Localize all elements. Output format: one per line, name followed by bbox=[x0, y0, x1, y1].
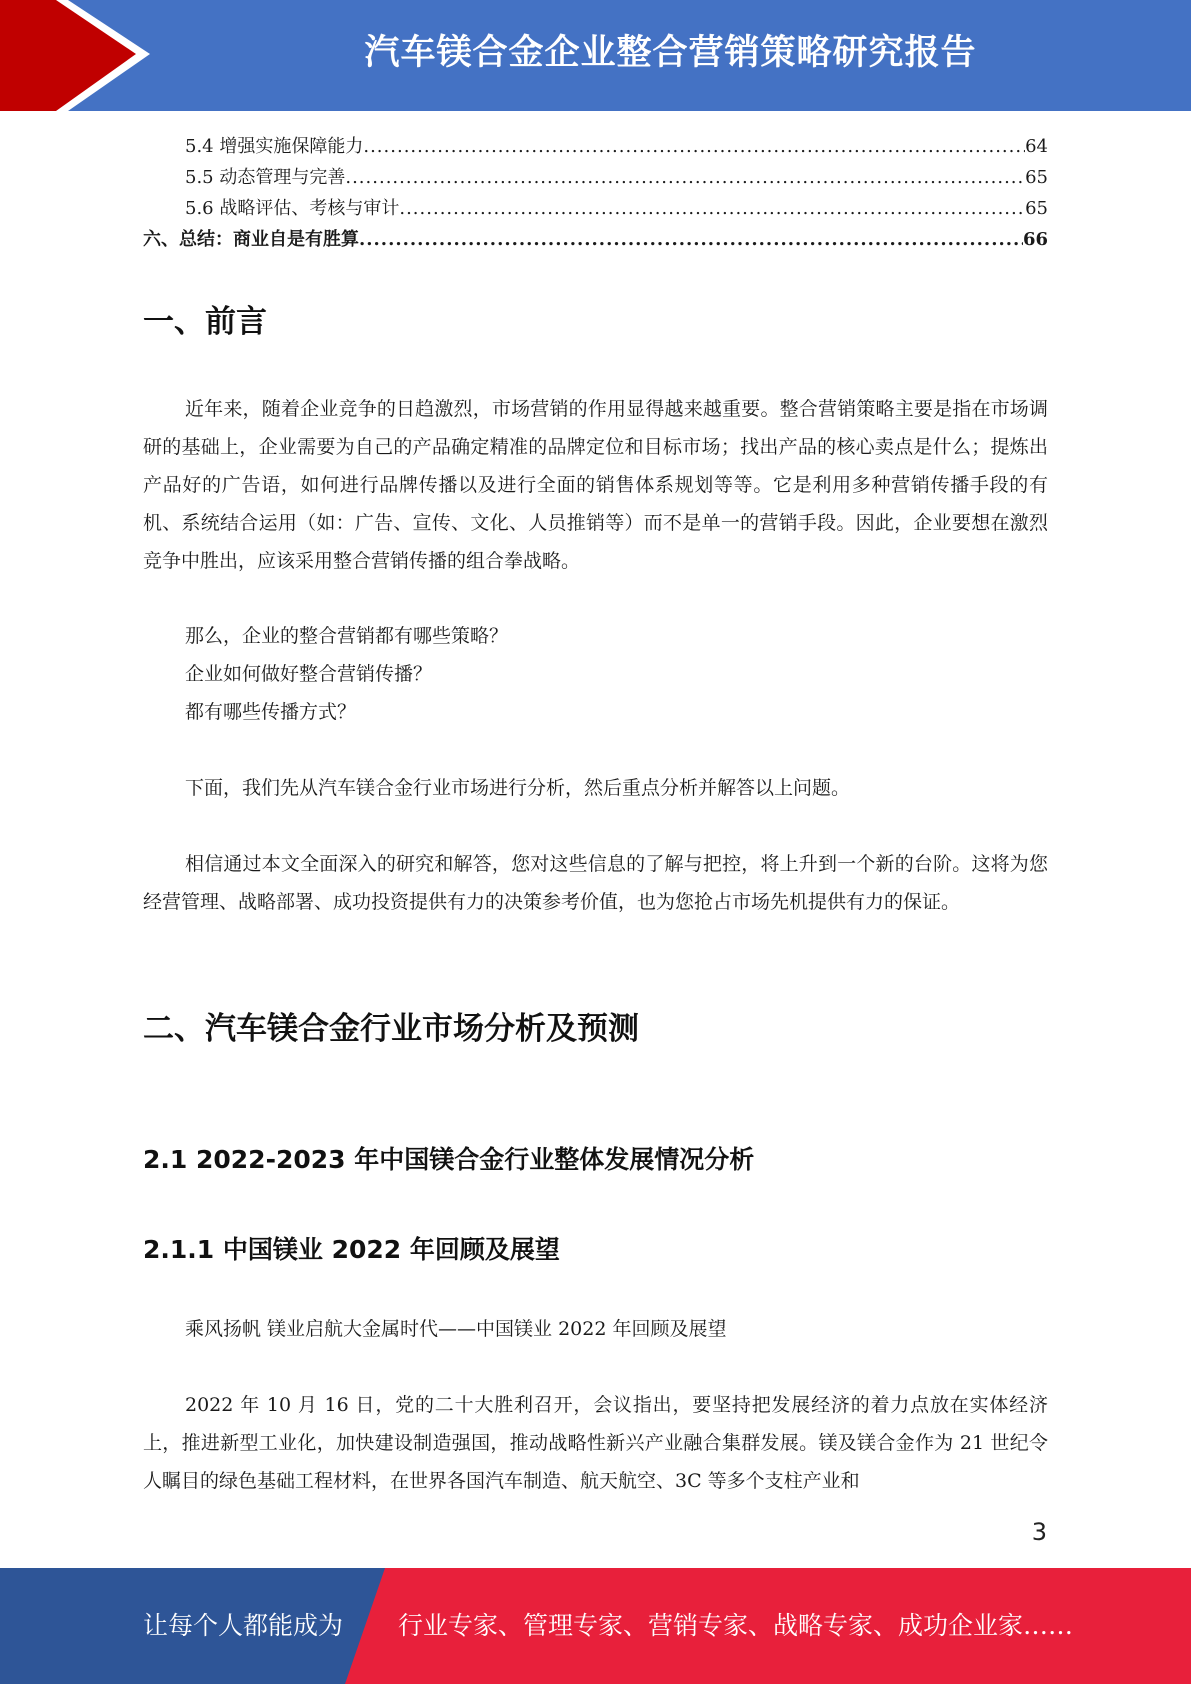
toc-entry-page: 66 bbox=[1022, 229, 1048, 250]
page-header bbox=[0, 0, 1191, 111]
question-3: 都有哪些传播方式？ bbox=[185, 701, 357, 723]
subsection-heading-2-1-1: 2.1.1 中国镁业 2022 年回顾及展望 bbox=[143, 1235, 560, 1264]
section-heading-market-analysis: 二、汽车镁合金行业市场分析及预测 bbox=[143, 1011, 639, 1047]
toc-entry-label: 六、总结：商业自是有胜算 bbox=[143, 229, 359, 250]
toc-entry[interactable] bbox=[143, 193, 1048, 224]
question-2: 企业如何做好整合营销传播？ bbox=[185, 663, 433, 685]
toc-entry-page: 64 bbox=[1025, 136, 1048, 157]
toc-entry[interactable] bbox=[143, 162, 1048, 193]
subsection-heading-2-1: 2.1 2022-2023 年中国镁合金行业整体发展情况分析 bbox=[143, 1145, 755, 1174]
header-title: 汽车镁合金企业整合营销策略研究报告 bbox=[364, 33, 977, 73]
page-footer bbox=[0, 1568, 1191, 1684]
footer-slogan-left: 让每个人都能成为 bbox=[143, 1611, 344, 1640]
toc-entry[interactable] bbox=[143, 224, 1048, 255]
table-of-contents bbox=[143, 131, 1048, 255]
toc-entry-label: 5.4 增强实施保障能力 bbox=[185, 136, 364, 157]
preface-paragraph-2: 下面，我们先从汽车镁合金行业市场进行分析，然后重点分析并解答以上问题。 bbox=[185, 777, 851, 799]
header-arrow-decoration bbox=[0, 0, 160, 111]
toc-entry-label: 5.6 战略评估、考核与审计 bbox=[185, 198, 400, 219]
toc-leader-dots bbox=[345, 162, 1025, 193]
subsection-intro-line: 乘风扬帆 镁业启航大金属时代——中国镁业 2022 年回顾及展望 bbox=[185, 1318, 727, 1340]
preface-paragraph-3: 相信通过本文全面深入的研究和解答，您对这些信息的了解与把控，将上升到一个新的台阶。这将为您经营管理、战略部署、成功投资提供有力的决策参考价值，也为您抢占市场先机提供有力的保证。 bbox=[143, 853, 1048, 913]
toc-entry[interactable] bbox=[143, 131, 1048, 162]
section-heading-preface: 一、前言 bbox=[143, 304, 267, 340]
toc-leader-dots bbox=[363, 131, 1025, 162]
page-number: 3 bbox=[1031, 1518, 1047, 1546]
preface-paragraph-1: 近年来，随着企业竞争的日趋激烈，市场营销的作用显得越来越重要。整合营销策略主要是指在市场调研的基础上，企业需要为自己的产品确定精准的品牌定位和目标市场；找出产品的核心卖点是什么；提炼出产品好的广告语，如何进行品牌传播以及进行全面的销售体系规划等等。它是利用多种营销传播手段的有机、系统结合运用（如：广告、宣传、文化、人员推销等）而不是单一的营销手段。因此，企业要想在激烈竞争中胜出，应该采用整合营销传播的组合拳战略。 bbox=[143, 398, 1048, 572]
footer-slogan-right: 行业专家、管理专家、营销专家、战略专家、成功企业家…… bbox=[398, 1611, 1074, 1640]
market-paragraph-1: 2022 年 10 月 16 日，党的二十大胜利召开，会议指出，要坚持把发展经济的着力点放在实体经济上，推进新型工业化，加快建设制造强国，推动战略性新兴产业融合集群发展。镁及镁合金作为 21 世纪令人瞩目的绿色基础工程材料，在世界各国汽车制造、航天航空、3C 等多个支柱产业和 bbox=[143, 1394, 1048, 1492]
toc-entry-page: 65 bbox=[1025, 167, 1048, 188]
toc-entry-page: 65 bbox=[1025, 198, 1048, 219]
toc-entry-label: 5.5 动态管理与完善 bbox=[185, 167, 346, 188]
toc-leader-dots bbox=[399, 193, 1025, 224]
toc-leader-dots bbox=[359, 224, 1023, 255]
question-1: 那么，企业的整合营销都有哪些策略？ bbox=[185, 625, 509, 647]
